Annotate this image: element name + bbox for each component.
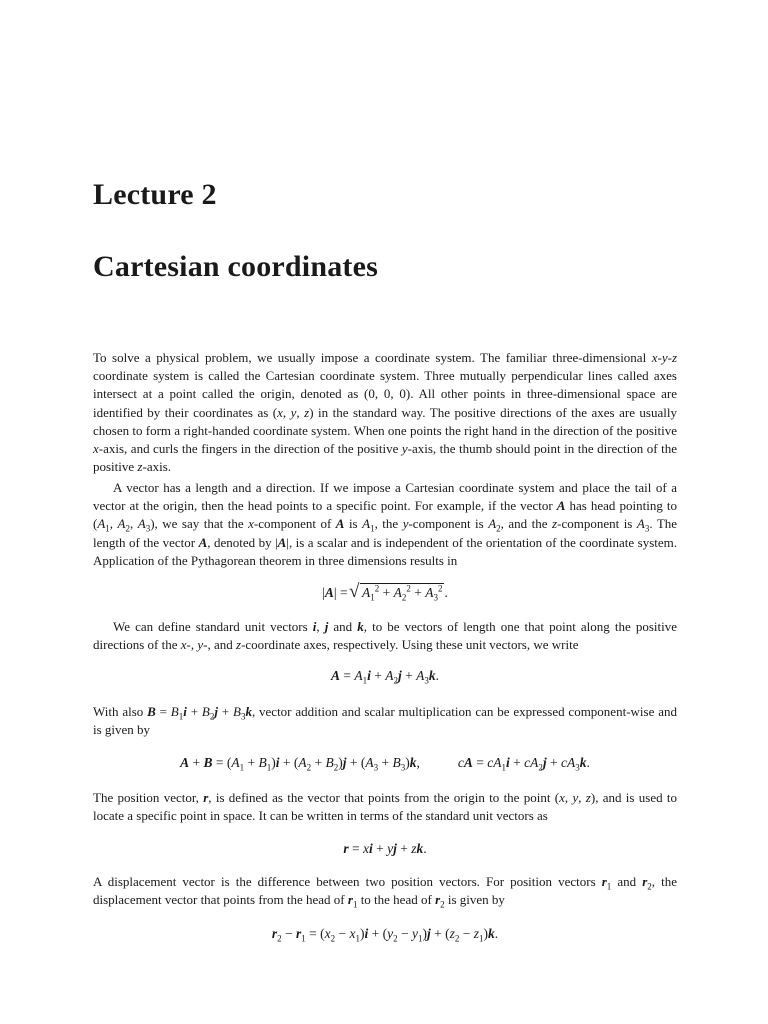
equation: $A = A_1i + A_2j + A_3k$. bbox=[330, 668, 440, 686]
paragraph: A vector has a length and a direction. If we impose a Cartesian coordinate system and place the tail of a vector at the origin, then the head points to a specific point. For example, if the vector A has head pointing to ($A_1$, $A_2$, $A_3$), we say that the x-component of A is $A_1$, the y-component is $A_2$, and the z-component is $A_3$. The length of the vector A, denoted by |A|, is a scalar and is independent of the orientation of the coordinate system. Application of the Pythagorean theorem in three dimensions results in bbox=[93, 480, 678, 568]
chapter-label: Lecture 2 bbox=[93, 178, 217, 211]
paragraph: With also $B = B_1i + B_2j + B_3k$, vector addition and scalar multiplication can be expressed component-wise and is given by bbox=[93, 704, 677, 738]
equation: r = xi + yj + zk. bbox=[343, 841, 427, 856]
chapter-title: Cartesian coordinates bbox=[93, 250, 378, 283]
paragraph: A displacement vector is the difference between two position vectors. For position vectors $r_1$ and $r_2$, the displacement vector that points from the head of $r_1$ to the head of $r_2$ is given by bbox=[93, 874, 677, 910]
equation: |A| = √ $A_1^2 + A_2^2 + A_3^2$ . bbox=[93, 585, 677, 601]
paragraph: The position vector, r, is defined as the vector that points from the origin to the point (x, y, z), and is used to locate a specific point in space. It can be written in terms of the standard unit vectors as bbox=[93, 790, 678, 824]
paragraph: To solve a physical problem, we usually impose a coordinate system. The familiar three-dimensional x-y-z coordinate system is called the Cartesian coordinate system. Three mutually perpendicular lines called axes intersect at a point called the origin, denoted as (0, 0, 0). All other points in three-dimensional space are identified by their coordinates as (x, y, z) in the standard way. The positive directions of the axes are usually chosen to form a right-handed coordinate system. When one points the right hand in the direction of the positive x-axis, and curls the fingers in the direction of the positive y-axis, the thumb should point in the direction of the positive z-axis. bbox=[93, 350, 677, 475]
paragraph: We can define standard unit vectors i, j and k, to be vectors of length one that point along the positive directions of the x-, y-, and z-coordinate axes, respectively. Using these unit vectors, we write bbox=[93, 619, 677, 653]
equation: $r_2 - r_1 = (x_2 - x_1)i + (y_2 - y_1)j + (z_2 - z_1)k$. bbox=[271, 926, 499, 944]
equation: $A + B = (A_1 + B_1)i + (A_2 + B_2)j + (A_3 + B_3)k$, cA = $cA_1i + cA_2j + cA_3k$. bbox=[180, 755, 590, 773]
